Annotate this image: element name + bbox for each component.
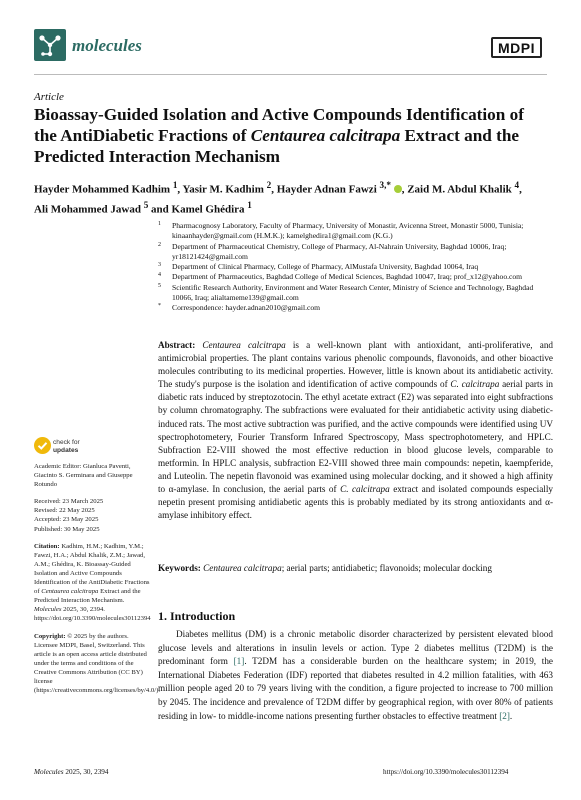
footer-year-volume: 2025, 30, 2394 [63, 768, 109, 776]
citation-text: Extract and the Predicted Interaction Mechanism. [34, 588, 141, 605]
affiliation-number: 2 [158, 241, 161, 248]
author-affil-sup: 1 [247, 199, 252, 210]
abstract [158, 339, 553, 522]
affiliation-number: 4 [158, 272, 161, 279]
copyright-text: © 2025 by the authors. Licensee MDPI, Basel, Switzerland. This article is an open access article distributed under the terms and conditions of the Creative Commons Attribution (CC BY) license (https://creativecommons.org/licenses/by/4.0/). [34, 632, 160, 695]
article-type: Article [34, 91, 64, 103]
affiliation-number: * [158, 303, 161, 310]
affiliation-number: 3 [158, 262, 161, 269]
check-updates-line1: check for [53, 439, 80, 446]
keywords-label: Keywords: [158, 563, 201, 573]
intro-text: Diabetes mellitus (DM) is a chronic metabolic disorder characterized by persistent elevated blood glucose levels and alterations in insulin levels or action. Type 2 diabetes mellitus (T2DM) is the predominant form [158, 629, 553, 667]
affiliation-number: 5 [158, 282, 161, 289]
affiliation-text: Department of Pharmaceutical Chemistry, College of Pharmacy, Al-Nahrain University, Baghdad 10006, Iraq; yr18121424@gmail.com [172, 241, 507, 261]
affiliations [158, 221, 553, 314]
citation-doi[interactable]: 2025, 30, 2394. https://doi.org/10.3390/molecules30112394 [34, 606, 151, 623]
correspondence-text[interactable]: Correspondence: hayder.adnan2010@gmail.com [172, 303, 321, 313]
molecules-logo-icon [34, 29, 66, 61]
orcid-icon[interactable] [394, 185, 402, 193]
author-sep: , [519, 183, 522, 196]
author-name: , Hayder Adnan Fawzi [271, 183, 380, 196]
academic-editor: Academic Editor: Gianluca Paventi, Giacinto S. Germinara and Giuseppe Rotundo [34, 463, 133, 489]
author-affil-sup: 4 [514, 180, 520, 190]
affiliation-number: 1 [158, 221, 161, 227]
revised-date: Revised: 22 May 2025 [34, 507, 95, 515]
copyright-label: Copyright: [34, 632, 66, 640]
article-info-sidebar [34, 462, 160, 703]
author-line-2 [34, 198, 554, 218]
abstract-species: C. calcitrapa [340, 484, 390, 495]
author-name: , Yasir M. Kadhim [177, 183, 267, 196]
title-species: Centaurea calcitrapa [250, 126, 401, 145]
author-name: Ali Mohammed Jawad [34, 203, 144, 216]
affiliation-item [158, 262, 553, 272]
abstract-species: C. calcitrapa [450, 379, 500, 390]
affiliation-item [158, 242, 553, 263]
intro-paragraph [158, 628, 553, 723]
section-heading: 1. Introduction [158, 609, 236, 623]
abstract-text: aerial parts in diabetic rats induced by streptozotocin. The ethyl acetate extract (E2) was separated into eight subfractions by column chromatography. The subfractions were evaluated for their antidiabetic activity using diabetic-induced rats. The most active subtraction was purified, and the active compounds were identified using UV spectrophotometery, Fourier Transform Infrared Spectroscopy, Mass spectrophotometery, and HPLC. Subfraction E2-VIII showed the most effective reduction in blood glucose levels, comparable to metformin. In HPLC analysis, subfraction E2-VIII showed three main compounds: nepetin, kaempferide, and Luteolin. The nepetin flavonoid was examined using molecular docking, and it showed a high affinity to α-amylase. In conclusion, the aerial parts of [158, 379, 554, 495]
footer-journal-name: Molecules [34, 768, 64, 776]
affiliation-text: Department of Clinical Pharmacy, College of Pharmacy, AlMustafa University, Baghdad 10064, Iraq [172, 262, 479, 272]
author-line-1 [34, 178, 554, 198]
intro-text: . [509, 710, 513, 721]
citation-link[interactable]: [2] [499, 710, 510, 721]
author-affil-sup: 1 [172, 180, 178, 190]
author-name: Hayder Mohammed Kadhim [34, 183, 173, 196]
keyword-species: Centaurea calcitrapa [203, 563, 282, 573]
copyright [34, 632, 160, 696]
abstract-text: is a well-known plant with antioxidant, anti-proliferative, and antimicrobial properties. The plant contains various phenolic compounds, flavonoids, and other bioactive molecules contributing to its medicinal properties. However, little is known about its antidiabetic activity. The study's purpose is the isolation and identification of active compounds of [158, 340, 554, 390]
check-for-updates-label[interactable] [53, 439, 80, 455]
paper-title [34, 104, 549, 167]
author-name: and Kamel Ghédira [148, 203, 248, 216]
intro-text: . T2DM has a considerable burden on the healthcare system; in 2019, the International Diabetes Federation (IDF) reported that diabetes resulted in 4.2 million fatalities, with 463 million people aged 20 to 79 years living with the condition, a figure projected to increase to 700 million by 2045. The incidence and prevalence of T2DM differ by geographical region, with over 80% of patients residing in low- to middle-income nations presenting further obstacles to effective treatment [158, 656, 553, 721]
author-affil-sup: 2 [266, 180, 272, 190]
author-name: , Zaid M. Abdul Khalik [401, 183, 515, 196]
footer-doi[interactable]: https://doi.org/10.3390/molecules30112394 [383, 768, 509, 776]
title-text-end: Extract and the Predicted Interaction Mechanism [34, 126, 520, 166]
check-for-updates-icon[interactable] [34, 437, 51, 454]
citation-journal: Molecules [34, 606, 62, 614]
header-divider [34, 74, 547, 75]
citation-label: Citation: [34, 542, 60, 550]
correspondence [158, 303, 553, 313]
abstract-text: extract and isolated compounds especially nepetin present promising antidiabetic agents this is probably mediated by its strong antioxidants and α-amylase inhibitory effect. [158, 484, 554, 521]
affiliation-text: Department of Pharmaceutics, Baghdad College of Medical Sciences, Baghdad 10047, Iraq; prof_x12@yahoo.com [172, 272, 523, 282]
abstract-species: Centaurea calcitrapa [202, 340, 286, 350]
affiliation-item [158, 272, 553, 282]
received-date: Received: 23 March 2025 [34, 498, 104, 506]
author-affil-sup: 5 [143, 199, 149, 210]
citation [34, 542, 152, 624]
affiliation-text: Scientific Research Authority, Environment and Water Research Center, Ministry of Science and Technology, Baghdad 10066, Iraq; alialtameme139@gmail.com [172, 282, 534, 303]
citation-text: Kadhim, H.M.; Kadhim, Y.M.; Fawzi, H.A.; Abdul Khalik, Z.M.; Jawad, A.M.; Ghédira, K. Bioassay-Guided Isolation and Active Compounds Identification of the AntiDiabetic Fractions of [34, 542, 150, 596]
journal-name[interactable]: molecules [72, 36, 142, 55]
footer-journal [34, 768, 108, 776]
citation-link[interactable]: [1] [233, 656, 245, 667]
affiliation-text: Pharmacognosy Laboratory, Faculty of Pharmacy, University of Monastir, Avicenna Street, Monastir 5000, Tunisia; kinaanhayder@gmail.com (H.M.K.); kamelghedira1@gmail.com (K.G.) [172, 221, 524, 241]
author-list [34, 178, 554, 217]
check-updates-line2: updates [53, 447, 79, 454]
accepted-date: Accepted: 23 May 2025 [34, 516, 99, 524]
keywords-text: ; aerial parts; antidiabetic; flavonoids; molecular docking [281, 563, 492, 573]
affiliation-item [158, 283, 553, 304]
introduction-body [158, 628, 553, 723]
abstract-label: Abstract: [158, 340, 196, 350]
title-text: Bioassay-Guided Isolation and Active Compounds Identification of the AntiDiabetic Fractions of [34, 105, 524, 145]
publisher-logo[interactable]: MDPI [491, 37, 542, 58]
published-date: Published: 30 May 2025 [34, 525, 100, 533]
author-affil-sup: 3,* [379, 180, 391, 190]
affiliation-item [158, 221, 553, 242]
keywords [158, 562, 553, 575]
citation-species: Centaurea calcitrapa [41, 588, 99, 596]
